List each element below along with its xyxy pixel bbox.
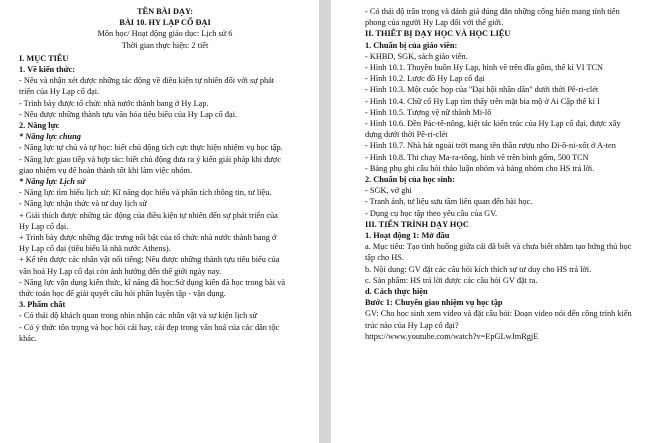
subsection-heading: 1. Hoạt động 1: Mở đầu [365, 231, 450, 241]
text-line: dựng dưới thời Pê-ri-clét [365, 130, 448, 140]
text-line: + Trình bày được những đặc trưng nổi bật của tổ chức nhà nước thành bang ở [19, 233, 277, 243]
text-line: Hy Lạp cổ đại (tiêu biểu là nhà nước Athens). [19, 244, 171, 254]
subsection-heading: Bước 1: Chuyển giao nhiệm vụ học tập [365, 298, 503, 308]
text-line: - SGK, vở ghi [365, 186, 412, 196]
lesson-label: TÊN BÀI DẠY: [137, 7, 193, 16]
text-line: thức toán học để giải quyết câu hỏi phần luyện tập - vận dụng. [19, 289, 226, 299]
text-line: giao nhiệm vụ để hoàn thành tốt khi làm việc nhóm. [19, 165, 193, 175]
text-line: + Kể tên được các nhân vật nổi tiếng; Nêu được những thành tựu tiêu biểu của [19, 255, 280, 265]
text-line: - Có thái độ trân trọng và đánh giá đúng đắn những cống hiến mang tính tiên [365, 7, 620, 16]
text-line: - Hình 10.2. Lược đồ Hy Lạp cổ đại [365, 74, 485, 84]
text-line: - Tranh ảnh, tư liệu sưu tầm liên quan đến bài học. [365, 197, 533, 207]
text-line: khác. [19, 333, 37, 343]
text-line: - Bảng phụ ghi câu hỏi thảo luận nhóm và bảng nhóm cho HS trả lời. [365, 163, 595, 173]
text-line: - Hình 10.8. Thi chạy Ma-ra-tông, hình vẽ trên bình gốm, 500 TCN [365, 152, 589, 162]
text-line: - Năng lực tìm hiểu lịch sử: Kĩ năng đọc hiểu và phân tích thông tin, tư liệu. [19, 188, 272, 198]
subsection-heading: 1. Về kiến thức: [19, 65, 75, 75]
section-heading: II. THIẾT BỊ DẠY HỌC VÀ HỌC LIỆU [365, 29, 511, 39]
text-line: trúc nào của Hy Lạp cổ đại? [365, 320, 459, 330]
text-line: GV: Cho học sinh xem video và đặt câu hỏi: Đoạn video nói đến công trình kiến [365, 309, 632, 319]
left-document-page [0, 0, 319, 443]
text-line: - Dụng cụ học tập theo yêu cầu của GV. [365, 208, 498, 218]
text-line: - Năng lực vận dụng kiến thức, kĩ năng đã học:Sử dụng kiến đã học trong bài và [19, 277, 286, 287]
subsection-heading: 1. Chuẩn bị của giáo viên: [365, 40, 458, 50]
text-line: - Có thái độ khách quan trong nhìn nhận các nhân vật và sự kiện lịch sử [19, 311, 258, 321]
text-line: - Năng lực tự chủ và tự học: biết chủ động tích cực thực hiện nhiệm vụ học tập. [19, 143, 283, 153]
text-line: - Hình 10.3. Một cuộc họp của "Đại hội nhân dân" dưới thời Pê-ri-clét [365, 85, 599, 95]
text-line: - Năng lực nhận thức và tư duy lịch sử [19, 199, 147, 209]
subsection-heading: 3. Phẩm chất [19, 300, 66, 310]
text-line: b. Nội dung: GV đặt các câu hỏi kích thích sự tư duy cho HS trả lời. [365, 264, 592, 274]
text-line: văn hoá Hy Lạp cổ đại còn ảnh hưởng đến thế giới ngày nay. [19, 266, 222, 276]
subsection-heading: 2. Năng lực [19, 121, 60, 131]
text-line: - Hình 10.1. Thuyền buồn Hy Lạp, hình vẽ trên đĩa gốm, thế kỉ VI TCN [365, 63, 604, 73]
text-line: + Giải thích được những tác động của điều kiện tự nhiên đến sự phát triển của [19, 210, 278, 220]
subsection-heading: d. Cách thực hiện [365, 287, 428, 297]
lesson-title: BÀI 10. HY LẠP CỔ ĐẠI [119, 18, 211, 28]
text-line: a. Mục tiêu: Tạo tình huống giữa cái đã biết và chưa biết nhằm tạo hứng thú học [365, 242, 632, 252]
text-line: c. Sản phẩm: HS trả lời được các câu hỏi GV đặt ra. [365, 275, 538, 285]
text-line: - Hình 10.5. Tượng vệ nữ thành Mi-lô [365, 107, 492, 117]
text-line: - Nêu và nhận xét được những tác động về điều kiện tự nhiên đối với sự phát [19, 76, 275, 86]
right-document-page [331, 0, 650, 443]
section-heading: I. MỤC TIÊU [19, 53, 69, 63]
text-line: triển của Hy Lạp cổ đại. [19, 87, 100, 97]
subsection-heading: * Năng lực Lịch sử [19, 177, 86, 187]
text-line: Hy Lạp cổ đại. [19, 221, 69, 231]
text-line: - KHBD, SGK, sách giáo viên. [365, 51, 468, 61]
text-line: - Trình bày được tổ chức nhà nước thành bang ở Hy Lạp. [19, 98, 209, 108]
text-line: - Hình 10.6. Đền Pác-tê-nông, kiệt tác kiến trúc của Hy Lạp cổ đại, được xây [365, 119, 621, 129]
duration-line: Thời gian thực hiện: 2 tiết [121, 40, 209, 50]
text-line: - Hình 10.7. Nhà hát ngoài trời mang tên thần rượu nho Đi-ô-ni-xốt ở A-ten [365, 141, 616, 151]
subsection-heading: 2. Chuẩn bị của học sinh: [365, 175, 455, 185]
text-line: - Nêu được những thành tựu văn hóa tiêu biểu của Hy Lạp cổ đại. [19, 109, 238, 119]
section-heading: III. TIẾN TRÌNH DẠY HỌC [365, 219, 469, 229]
video-link[interactable]: https://www.youtube.com/watch?v=EpGLwJmRgjE [365, 331, 539, 341]
text-line: tập cho HS. [365, 253, 404, 263]
text-line: - Có ý thức tôn trọng và học hỏi cái hay, cái đẹp trong văn hoá của các dân tộc [19, 322, 280, 332]
text-line: phong của người Hy Lạp đối với thế giới. [365, 18, 504, 28]
subject-line: Môn học/ Hoạt động giáo dục: Lịch sử 6 [97, 29, 233, 39]
text-line: - Năng lực giao tiếp và hợp tác: biết chủ động đưa ra ý kiến giải pháp khi được [19, 154, 281, 164]
subsection-heading: * Năng lực chung [19, 132, 81, 142]
text-line: - Hình 10.4. Chữ cổ Hy Lạp tìm thấy trên mặt bia mộ ở Ai Cập thế kỉ I [365, 96, 600, 106]
